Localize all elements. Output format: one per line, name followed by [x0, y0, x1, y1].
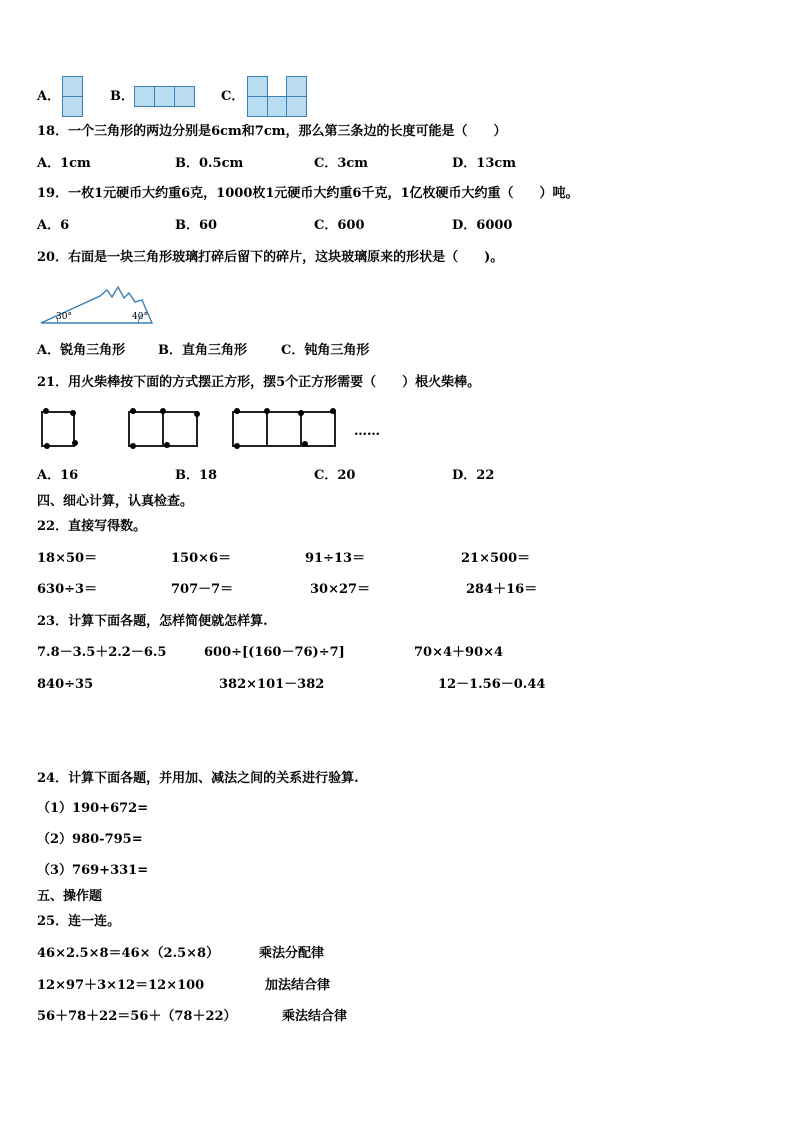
q25-equation: 12×97＋3×12＝12×100 — [37, 978, 205, 993]
q25-law: 加法结合律 — [265, 978, 331, 993]
q21-option-a: A．16 — [37, 468, 79, 483]
q18-stem: 18．一个三角形的两边分别是6cm和7cm，那么第三条边的长度可能是（ ） — [37, 124, 507, 139]
q22-item: 91÷13＝ — [305, 551, 366, 566]
q18-option-b: B．0.5cm — [175, 156, 244, 171]
q19-option-a: A．6 — [37, 218, 70, 233]
q24-stem: 24．计算下面各题，并用加、减法之间的关系进行验算. — [37, 771, 359, 786]
q22-item: 284＋16＝ — [466, 582, 538, 597]
q23-stem: 23．计算下面各题，怎样简便就怎样算. — [37, 614, 268, 629]
q18-option-d: D．13cm — [452, 156, 517, 171]
q22-item: 150×6＝ — [171, 551, 232, 566]
q24-item-2: （2）980-795= — [37, 832, 143, 847]
q23-expression: 840÷35 — [37, 677, 94, 692]
q20-stem: 20．右面是一块三角形玻璃打碎后留下的碎片，这块玻璃原来的形状是（ )。 — [37, 250, 504, 265]
q22-item: 630÷3＝ — [37, 582, 98, 597]
q25-equation: 46×2.5×8＝46×（2.5×8） — [37, 946, 220, 961]
q25-stem: 25．连一连。 — [37, 914, 121, 929]
continuation-ellipsis: …… — [354, 424, 380, 439]
q25-law: 乘法分配律 — [259, 946, 325, 961]
q22-stem: 22．直接写得数。 — [37, 519, 147, 534]
section-4-heading: 四、细心计算，认真检查。 — [37, 494, 194, 509]
q21-stem: 21．用火柴棒按下面的方式摆正方形，摆5个正方形需要（ ）根火柴棒。 — [37, 375, 481, 390]
q25-law: 乘法结合律 — [282, 1009, 348, 1024]
angle-30-label: 30° — [56, 312, 72, 322]
q22-item: 18×50＝ — [37, 551, 98, 566]
q24-item-3: （3）769+331= — [37, 863, 149, 878]
q18-option-a: A．1cm — [37, 156, 91, 171]
q17-option-c-label: C． — [221, 89, 245, 104]
q21-option-d: D．22 — [452, 468, 495, 483]
q17-option-b-label: B． — [110, 89, 134, 104]
q22-item: 21×500＝ — [461, 551, 531, 566]
q18-option-c: C．3cm — [314, 156, 369, 171]
q23-expression: 600÷[(160－76)÷7] — [204, 645, 345, 660]
q24-item-1: （1）190+672= — [37, 801, 149, 816]
q20-glass-figure — [38, 284, 156, 328]
q22-item: 707－7＝ — [171, 582, 234, 597]
section-5-heading: 五、操作题 — [37, 889, 103, 904]
q21-matchstick-figure — [38, 408, 398, 452]
q23-expression: 70×4＋90×4 — [414, 645, 504, 660]
q19-option-b: B．60 — [175, 218, 218, 233]
q20-option-a: A．锐角三角形 — [37, 343, 126, 358]
q19-option-c: C．600 — [314, 218, 365, 233]
angle-40-label: 40° — [132, 312, 148, 322]
q21-option-b: B．18 — [175, 468, 218, 483]
q19-stem: 19．一枚1元硬币大约重6克，1000枚1元硬币大约重6千克，1亿枚硬币大约重（ ）吨。 — [37, 186, 579, 201]
q19-option-d: D．6000 — [452, 218, 513, 233]
q23-expression: 382×101－382 — [219, 677, 325, 692]
q25-equation: 56＋78＋22＝56＋（78＋22） — [37, 1009, 237, 1024]
q21-option-c: C．20 — [314, 468, 356, 483]
q17-option-a-label: A． — [37, 89, 61, 104]
q20-option-c: C．钝角三角形 — [281, 343, 370, 358]
q23-expression: 12－1.56－0.44 — [438, 677, 546, 692]
q20-option-b: B．直角三角形 — [158, 343, 247, 358]
q22-item: 30×27＝ — [310, 582, 371, 597]
q23-expression: 7.8－3.5＋2.2－6.5 — [37, 645, 167, 660]
